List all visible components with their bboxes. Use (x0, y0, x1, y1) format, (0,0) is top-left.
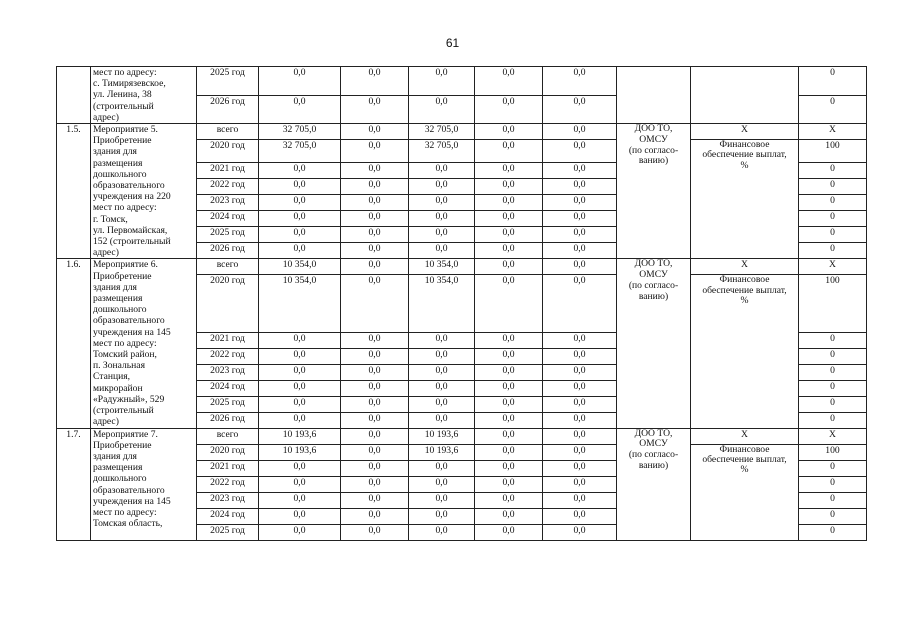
amount-extrabudget: 0,0 (543, 95, 617, 124)
indicator-value: 0 (799, 163, 867, 179)
amount-regional: 0,0 (409, 332, 475, 348)
amount-federal: 0,0 (341, 428, 409, 444)
year-cell: 2024 год (197, 211, 259, 227)
amount-extrabudget: 0,0 (543, 211, 617, 227)
activity-name-line: адрес) (93, 247, 119, 259)
amount-extrabudget: 0,0 (543, 179, 617, 195)
indicator-name-line: обеспечение выплат, (702, 149, 787, 161)
amount-extrabudget: 0,0 (543, 380, 617, 396)
indicator-name-line: % (740, 464, 749, 476)
indicator-value: 100 (799, 140, 867, 163)
amount-local: 0,0 (475, 195, 543, 211)
executor-line: ДОО ТО, (634, 123, 673, 135)
activity-name-line: учреждения на 145 (93, 495, 171, 507)
indicator-value: 100 (799, 444, 867, 460)
indicator-name-cell (691, 67, 799, 124)
amount-regional: 10 354,0 (409, 259, 475, 275)
amount-extrabudget: 0,0 (543, 492, 617, 508)
activity-name-line: образовательного (93, 180, 165, 192)
amount-total: 10 354,0 (259, 275, 341, 332)
amount-extrabudget: 0,0 (543, 348, 617, 364)
amount-local: 0,0 (475, 444, 543, 460)
indicator-name (691, 444, 799, 540)
amount-regional: 0,0 (409, 348, 475, 364)
amount-federal: 0,0 (341, 124, 409, 140)
amount-regional: 0,0 (409, 243, 475, 259)
amount-federal: 0,0 (341, 412, 409, 428)
indicator-value: 0 (799, 211, 867, 227)
amount-local: 0,0 (475, 428, 543, 444)
activity-name-line: размещения (93, 157, 143, 169)
activity-name-line: с. Тимирязевское, (93, 78, 166, 90)
amount-extrabudget: 0,0 (543, 476, 617, 492)
amount-extrabudget: 0,0 (543, 124, 617, 140)
amount-local: 0,0 (475, 460, 543, 476)
indicator-name-line: % (740, 295, 749, 307)
amount-regional: 0,0 (409, 412, 475, 428)
year-cell: всего (197, 259, 259, 275)
amount-local: 0,0 (475, 364, 543, 380)
amount-regional: 0,0 (409, 364, 475, 380)
amount-total: 0,0 (259, 195, 341, 211)
indicator-value: 0 (799, 95, 867, 124)
executor-line: ДОО ТО, (634, 428, 673, 439)
amount-extrabudget: 0,0 (543, 163, 617, 179)
indicator-value: 0 (799, 179, 867, 195)
amount-federal: 0,0 (341, 195, 409, 211)
amount-local: 0,0 (475, 275, 543, 332)
activity-name-line: дошкольного (93, 473, 147, 485)
year-cell: 2020 год (197, 140, 259, 163)
executor-line: (по согласо- (628, 144, 679, 156)
amount-regional: 0,0 (409, 396, 475, 412)
amount-extrabudget: 0,0 (543, 67, 617, 96)
year-cell: 2024 год (197, 508, 259, 524)
amount-federal: 0,0 (341, 380, 409, 396)
amount-local: 0,0 (475, 211, 543, 227)
activity-name-line: Приобретение (93, 439, 152, 451)
amount-local: 0,0 (475, 348, 543, 364)
amount-extrabudget: 0,0 (543, 243, 617, 259)
year-cell: всего (197, 124, 259, 140)
amount-federal: 0,0 (341, 179, 409, 195)
activity-name-line: мест по адресу: (93, 506, 157, 518)
year-cell: 2025 год (197, 67, 259, 96)
activity-name-line: ул. Первомайская, (93, 224, 168, 236)
indicator-value: 0 (799, 243, 867, 259)
activity-name-line: Томский район, (93, 349, 157, 361)
activity-name (91, 259, 197, 428)
year-cell: всего (197, 428, 259, 444)
activity-name-line: образовательного (93, 315, 165, 327)
executor-line: ванию) (638, 290, 669, 302)
amount-local: 0,0 (475, 332, 543, 348)
amount-total: 0,0 (259, 348, 341, 364)
year-cell: 2021 год (197, 332, 259, 348)
indicator-value: 0 (799, 67, 867, 96)
activity-name-line: адрес) (93, 111, 119, 123)
year-cell: 2022 год (197, 476, 259, 492)
indicator-value: Х (799, 259, 867, 275)
year-cell: 2025 год (197, 396, 259, 412)
activity-name-line: Приобретение (93, 135, 152, 147)
year-cell: 2021 год (197, 460, 259, 476)
indicator-name-line: обеспечение выплат, (702, 453, 787, 465)
amount-regional: 0,0 (409, 163, 475, 179)
amount-extrabudget: 0,0 (543, 227, 617, 243)
amount-extrabudget: 0,0 (543, 460, 617, 476)
amount-extrabudget: 0,0 (543, 396, 617, 412)
amount-total: 10 193,6 (259, 428, 341, 444)
amount-local: 0,0 (475, 412, 543, 428)
year-cell: 2022 год (197, 348, 259, 364)
amount-total: 32 705,0 (259, 124, 341, 140)
amount-total: 0,0 (259, 179, 341, 195)
activity-name-line: учреждения на 220 (93, 191, 171, 203)
amount-total: 10 354,0 (259, 259, 341, 275)
year-cell: 2023 год (197, 195, 259, 211)
amount-extrabudget: 0,0 (543, 524, 617, 540)
year-cell: 2021 год (197, 163, 259, 179)
indicator-name (691, 140, 799, 259)
amount-extrabudget: 0,0 (543, 508, 617, 524)
indicator-value: 0 (799, 396, 867, 412)
amount-total: 10 193,6 (259, 444, 341, 460)
executor-line: (по согласо- (628, 449, 679, 461)
amount-federal: 0,0 (341, 444, 409, 460)
amount-local: 0,0 (475, 67, 543, 96)
amount-total: 0,0 (259, 95, 341, 124)
table-row (57, 67, 867, 96)
activity-name-line: (строительный (93, 405, 154, 417)
activity-name-line: Приобретение (93, 270, 152, 282)
amount-regional: 10 193,6 (409, 428, 475, 444)
amount-regional: 32 705,0 (409, 124, 475, 140)
amount-extrabudget: 0,0 (543, 259, 617, 275)
amount-local: 0,0 (475, 380, 543, 396)
executor-cell (617, 259, 691, 428)
indicator-x: Х (691, 259, 799, 275)
amount-extrabudget: 0,0 (543, 412, 617, 428)
table-row (57, 124, 867, 140)
indicator-value: Х (799, 124, 867, 140)
indicator-value: 0 (799, 364, 867, 380)
activity-name-line: адрес) (93, 416, 119, 428)
executor-line: ванию) (638, 459, 669, 471)
indicator-value: 0 (799, 195, 867, 211)
indicator-value: 0 (799, 227, 867, 243)
activity-name-line: Мероприятие 6. (93, 259, 158, 271)
activity-name-line: микрорайон (93, 382, 143, 394)
activity-name-line: (строительный (93, 100, 154, 112)
activity-name-line: «Радужный», 529 (93, 393, 165, 405)
year-cell: 2025 год (197, 227, 259, 243)
amount-regional: 0,0 (409, 380, 475, 396)
indicator-name-line: Финансовое (719, 444, 770, 455)
amount-federal: 0,0 (341, 348, 409, 364)
activity-name-line: размещения (93, 293, 143, 305)
executor-line: ОМСУ (639, 269, 668, 281)
amount-federal: 0,0 (341, 460, 409, 476)
amount-regional: 0,0 (409, 524, 475, 540)
amount-total: 0,0 (259, 412, 341, 428)
amount-local: 0,0 (475, 124, 543, 140)
executor-line: ОМСУ (639, 438, 668, 450)
activity-name-line: п. Зональная (93, 360, 145, 372)
indicator-value: 0 (799, 380, 867, 396)
amount-total: 0,0 (259, 364, 341, 380)
amount-regional: 0,0 (409, 195, 475, 211)
activity-name-line: мест по адресу: (93, 202, 157, 214)
year-cell: 2023 год (197, 492, 259, 508)
amount-regional: 0,0 (409, 227, 475, 243)
activity-name-line: мест по адресу: (93, 67, 157, 78)
amount-federal: 0,0 (341, 508, 409, 524)
activity-name-line: Станция, (93, 371, 131, 383)
activity-name-line: дошкольного (93, 168, 147, 180)
amount-regional: 10 354,0 (409, 275, 475, 332)
activity-name-line: здания для (93, 281, 137, 293)
amount-federal: 0,0 (341, 476, 409, 492)
amount-extrabudget: 0,0 (543, 275, 617, 332)
indicator-x: Х (691, 124, 799, 140)
year-cell: 2026 год (197, 243, 259, 259)
year-cell: 2020 год (197, 444, 259, 460)
indicator-name-line: Финансовое (719, 139, 770, 151)
activity-name-line: дошкольного (93, 304, 147, 316)
activity-name-line: Томская область, (93, 518, 163, 530)
activity-name (91, 428, 197, 540)
table-row (57, 259, 867, 275)
activity-name (91, 124, 197, 259)
amount-total: 0,0 (259, 460, 341, 476)
amount-total: 0,0 (259, 380, 341, 396)
activity-name-line: образовательного (93, 484, 165, 496)
activity-number: 1.6. (57, 259, 91, 428)
executor-line: ДОО ТО, (634, 258, 673, 270)
executor-line: ванию) (638, 155, 669, 167)
amount-federal: 0,0 (341, 524, 409, 540)
indicator-name (691, 275, 799, 428)
amount-total: 0,0 (259, 396, 341, 412)
year-cell: 2023 год (197, 364, 259, 380)
amount-federal: 0,0 (341, 275, 409, 332)
indicator-value: 0 (799, 508, 867, 524)
amount-regional: 0,0 (409, 460, 475, 476)
indicator-value: 0 (799, 476, 867, 492)
year-cell: 2026 год (197, 95, 259, 124)
amount-federal: 0,0 (341, 227, 409, 243)
amount-federal: 0,0 (341, 140, 409, 163)
amount-regional: 10 193,6 (409, 444, 475, 460)
amount-total: 0,0 (259, 332, 341, 348)
amount-federal: 0,0 (341, 163, 409, 179)
amount-local: 0,0 (475, 179, 543, 195)
activity-name-line: ул. Ленина, 38 (93, 89, 152, 101)
amount-local: 0,0 (475, 95, 543, 124)
program-activities-table (56, 66, 867, 541)
amount-federal: 0,0 (341, 243, 409, 259)
indicator-name-line: обеспечение выплат, (702, 284, 787, 296)
amount-local: 0,0 (475, 259, 543, 275)
executor-cell (617, 67, 691, 124)
amount-total: 0,0 (259, 227, 341, 243)
activity-name (91, 67, 197, 124)
activity-name-line: здания для (93, 450, 137, 462)
activity-name-line: г. Томск, (93, 213, 128, 225)
year-cell: 2024 год (197, 380, 259, 396)
indicator-value: 0 (799, 460, 867, 476)
amount-federal: 0,0 (341, 67, 409, 96)
amount-regional: 32 705,0 (409, 140, 475, 163)
year-cell: 2020 год (197, 275, 259, 332)
indicator-value: 100 (799, 275, 867, 332)
year-cell: 2026 год (197, 412, 259, 428)
amount-total: 0,0 (259, 243, 341, 259)
amount-extrabudget: 0,0 (543, 364, 617, 380)
table-body (57, 67, 867, 541)
amount-local: 0,0 (475, 524, 543, 540)
amount-federal: 0,0 (341, 259, 409, 275)
amount-total: 0,0 (259, 524, 341, 540)
indicator-value: 0 (799, 332, 867, 348)
amount-extrabudget: 0,0 (543, 444, 617, 460)
amount-federal: 0,0 (341, 95, 409, 124)
amount-local: 0,0 (475, 227, 543, 243)
amount-regional: 0,0 (409, 211, 475, 227)
amount-regional: 0,0 (409, 508, 475, 524)
amount-federal: 0,0 (341, 211, 409, 227)
indicator-x: Х (691, 428, 799, 444)
amount-federal: 0,0 (341, 396, 409, 412)
amount-local: 0,0 (475, 140, 543, 163)
amount-local: 0,0 (475, 243, 543, 259)
activity-name-line: 152 (строительный (93, 236, 171, 248)
executor-cell (617, 428, 691, 540)
executor-cell (617, 124, 691, 259)
amount-total: 32 705,0 (259, 140, 341, 163)
amount-regional: 0,0 (409, 67, 475, 96)
year-cell: 2025 год (197, 524, 259, 540)
page-number: 61 (445, 36, 460, 50)
activity-number (57, 67, 91, 124)
executor-line: ОМСУ (639, 133, 668, 145)
activity-name-line: Мероприятие 7. (93, 428, 158, 440)
indicator-value: 0 (799, 492, 867, 508)
indicator-value: 0 (799, 524, 867, 540)
amount-regional: 0,0 (409, 476, 475, 492)
amount-local: 0,0 (475, 508, 543, 524)
activity-number: 1.5. (57, 124, 91, 259)
activity-number: 1.7. (57, 428, 91, 540)
year-cell: 2022 год (197, 179, 259, 195)
amount-federal: 0,0 (341, 492, 409, 508)
activity-name-line: здания для (93, 146, 137, 158)
amount-federal: 0,0 (341, 332, 409, 348)
amount-total: 0,0 (259, 508, 341, 524)
activity-name-line: мест по адресу: (93, 337, 157, 349)
indicator-value: 0 (799, 412, 867, 428)
amount-total: 0,0 (259, 211, 341, 227)
indicator-value: 0 (799, 348, 867, 364)
indicator-name-line: % (740, 159, 749, 171)
amount-extrabudget: 0,0 (543, 195, 617, 211)
table-row (57, 428, 867, 444)
amount-regional: 0,0 (409, 95, 475, 124)
indicator-name-line: Финансовое (719, 274, 770, 286)
activity-name-line: размещения (93, 462, 143, 474)
amount-local: 0,0 (475, 492, 543, 508)
amount-local: 0,0 (475, 476, 543, 492)
amount-extrabudget: 0,0 (543, 332, 617, 348)
amount-regional: 0,0 (409, 492, 475, 508)
amount-total: 0,0 (259, 163, 341, 179)
amount-total: 0,0 (259, 476, 341, 492)
amount-total: 0,0 (259, 67, 341, 96)
activity-name-line: Мероприятие 5. (93, 124, 158, 136)
amount-total: 0,0 (259, 492, 341, 508)
amount-local: 0,0 (475, 163, 543, 179)
amount-extrabudget: 0,0 (543, 140, 617, 163)
amount-extrabudget: 0,0 (543, 428, 617, 444)
amount-federal: 0,0 (341, 364, 409, 380)
amount-local: 0,0 (475, 396, 543, 412)
indicator-value: Х (799, 428, 867, 444)
activity-name-line: учреждения на 145 (93, 326, 171, 338)
executor-line: (по согласо- (628, 280, 679, 292)
amount-regional: 0,0 (409, 179, 475, 195)
